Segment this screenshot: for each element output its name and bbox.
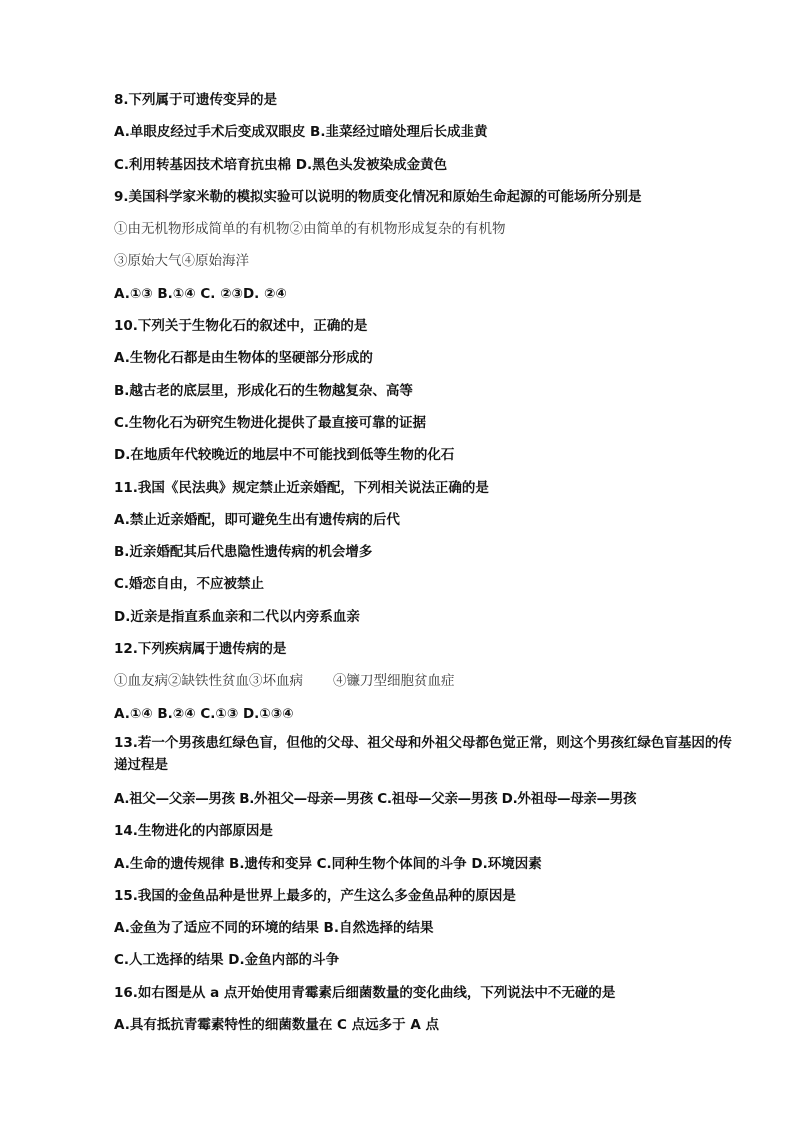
question-11-option-b: B.近亲婚配其后代患隐性遗传病的机会增多 <box>114 544 373 561</box>
question-10-option-a: A.生物化石都是由生物体的坚硬部分形成的 <box>114 350 373 367</box>
question-11-stem: 11.我国《民法典》规定禁止近亲婚配，下列相关说法正确的是 <box>114 479 489 496</box>
question-15-stem: 15.我国的金鱼品种是世界上最多的，产生这么多金鱼品种的原因是 <box>114 887 516 904</box>
question-16-stem: 16.如右图是从 a 点开始使用青霉素后细菌数量的变化曲线，下列说法中不无碰的是 <box>114 984 616 1001</box>
question-9-stem: 9.美国科学家米勒的模拟实验可以说明的物质变化情况和原始生命起源的可能场所分别是 <box>114 188 642 205</box>
question-10-option-d: D.在地质年代较晚近的地层中不可能找到低等生物的化石 <box>114 447 455 464</box>
question-9-statements-1-2: ①由无机物形成简单的有机物②由简单的有机物形成复杂的有机物 <box>114 221 506 238</box>
question-15-options-cd: C.人工选择的结果 D.金鱼内部的斗争 <box>114 952 340 969</box>
question-11-option-d: D.近亲是指直系血亲和二代以内旁系血亲 <box>114 608 360 625</box>
question-12-stem: 12.下列疾病属于遗传病的是 <box>114 641 287 658</box>
question-10-stem: 10.下列关于生物化石的叙述中，正确的是 <box>114 318 368 335</box>
question-10-option-c: C.生物化石为研究生物进化提供了最直接可靠的证据 <box>114 414 427 431</box>
question-8-options-cd: C.利用转基因技术培育抗虫棉 D.黑色头发被染成金黄色 <box>114 156 448 173</box>
question-9-options: A.①③ B.①④ C. ②③D. ②④ <box>114 285 287 302</box>
question-10-option-b: B.越古老的底层里，形成化石的生物越复杂、高等 <box>114 382 413 399</box>
question-8-stem: 8.下列属于可遗传变异的是 <box>114 92 278 108</box>
question-16-option-a: A.具有抵抗青霉素特性的细菌数量在 C 点远多于 A 点 <box>114 1017 439 1034</box>
question-11-option-a: A.禁止近亲婚配，即可避免生出有遗传病的后代 <box>114 511 400 528</box>
question-8-options-ab: A.单眼皮经过手术后变成双眼皮 B.韭菜经过暗处理后长成韭黄 <box>114 124 488 141</box>
question-13-stem: 13.若一个男孩患红绿色盲，但他的父母、祖父母和外祖父母都色觉正常，则这个男孩红绿色盲基因的传递过程是 <box>114 734 732 773</box>
question-12-options: A.①④ B.②④ C.①③ D.①③④ <box>114 705 294 722</box>
question-15-options-ab: A.金鱼为了适应不同的环境的结果 B.自然选择的结果 <box>114 920 434 937</box>
question-12-statements: ①血友病②缺铁性贫血③坏血病 ④镰刀型细胞贫血症 <box>114 673 455 690</box>
question-14-options: A.生命的遗传规律 B.遗传和变异 C.同种生物个体间的斗争 D.环境因素 <box>114 855 542 872</box>
question-13-options: A.祖父—父亲—男孩 B.外祖父—母亲—男孩 C.祖母—父亲—男孩 D.外祖母—母亲—男孩 <box>114 790 637 807</box>
question-11-option-c: C.婚恋自由，不应被禁止 <box>114 576 265 593</box>
question-9-statements-3-4: ③原始大气④原始海洋 <box>114 253 249 270</box>
question-14-stem: 14.生物进化的内部原因是 <box>114 823 273 840</box>
